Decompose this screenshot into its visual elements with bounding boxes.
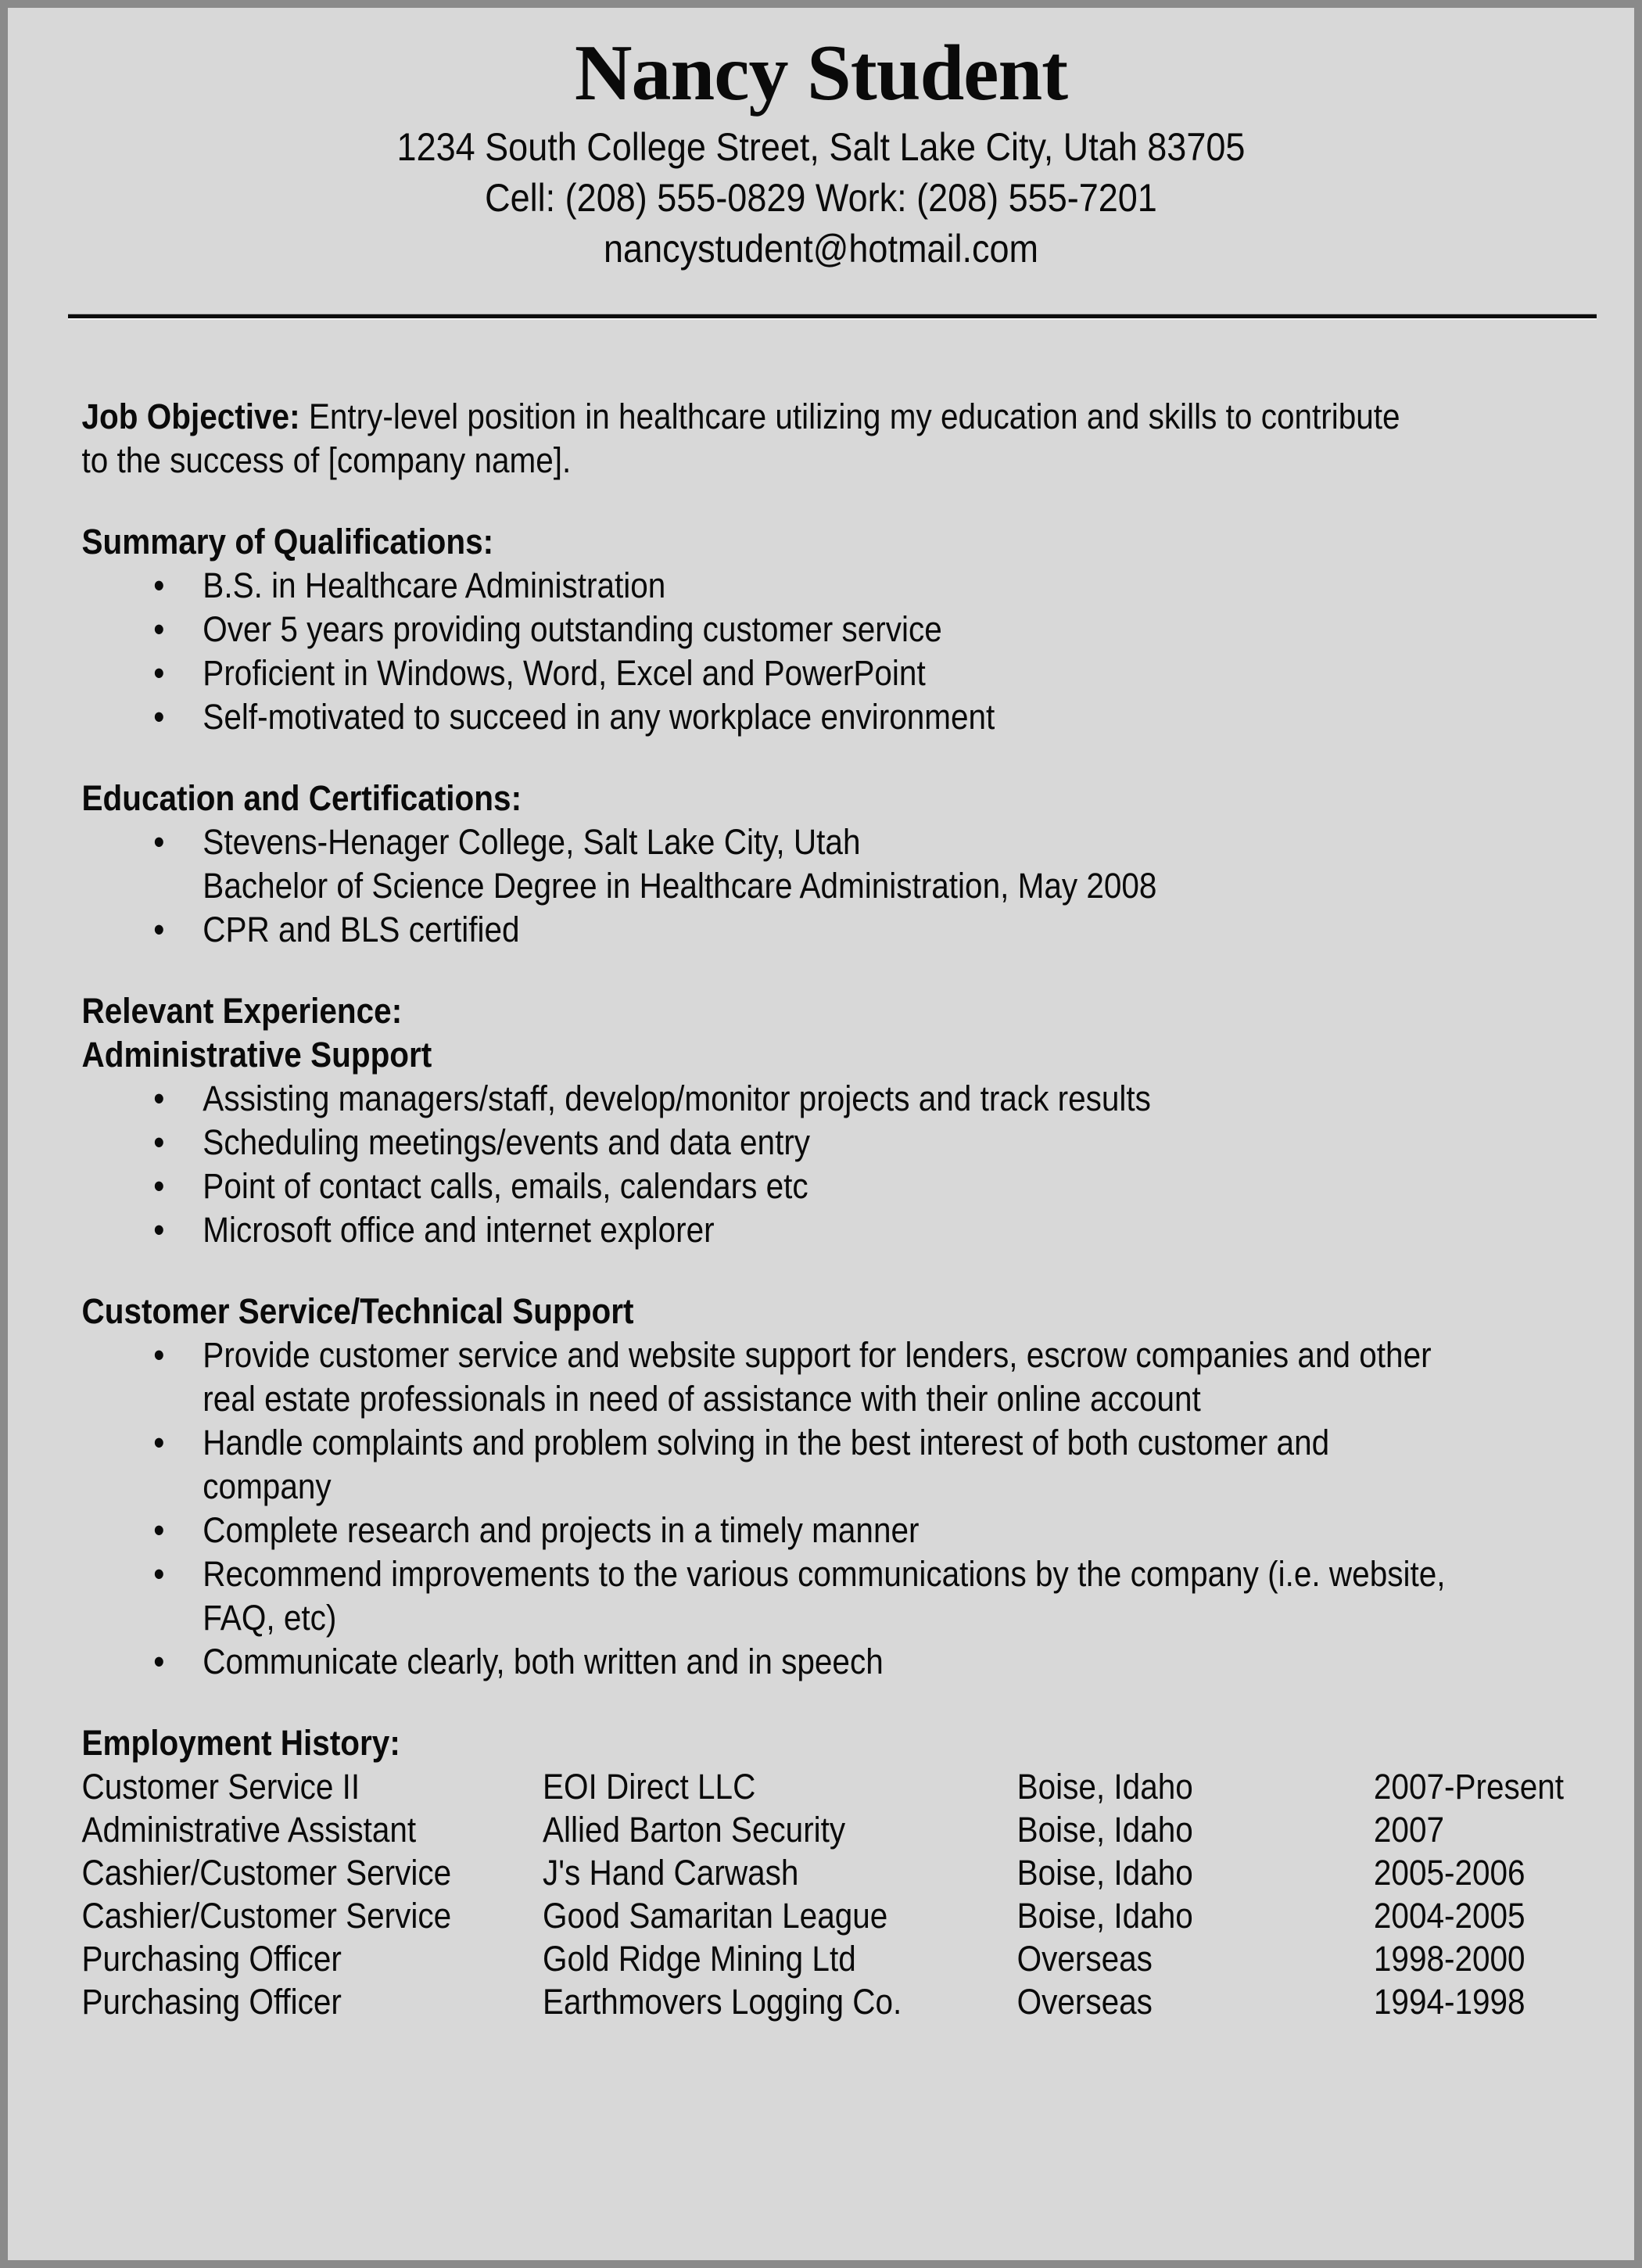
phone-line: Cell: (208) 555-0829 Work: (208) 555-7201: [485, 176, 1157, 220]
bullet-item: [82, 608, 1565, 651]
bullet-line: real estate professionals in need of assistance with their online account: [203, 1379, 1201, 1419]
employment-company: Earthmovers Logging Co.: [543, 1982, 902, 2022]
email-line: nancystudent@hotmail.com: [604, 227, 1038, 271]
employment-company: Gold Ridge Mining Ltd: [543, 1939, 856, 1979]
employment-table: [82, 1765, 1565, 2023]
resume-header: [8, 8, 1634, 275]
summary-list: [82, 564, 1565, 739]
employment-location: Boise, Idaho: [1016, 1896, 1193, 1936]
employment-row: [82, 1851, 1565, 1894]
employment-company: J's Hand Carwash: [543, 1853, 799, 1893]
employment-company: Allied Barton Security: [543, 1810, 846, 1850]
job-objective-label: Job Objective:: [81, 397, 300, 436]
education-list: [82, 820, 1565, 952]
job-objective: [82, 395, 1565, 483]
bullet-line: • Complete research and projects in a timely manner: [203, 1510, 920, 1550]
person-name: Nancy Student: [574, 29, 1068, 117]
employment-row: [82, 1808, 1565, 1851]
bullet-item: [82, 1509, 1565, 1552]
employment-company: Good Samaritan League: [543, 1896, 888, 1936]
bullet-line: Bachelor of Science Degree in Healthcare Administration, May 2008: [203, 866, 1157, 906]
employment-row: [82, 1765, 1565, 1808]
bullet-item: [82, 1333, 1565, 1421]
bullet-item: [82, 1121, 1565, 1165]
bullet-line: • Self-motivated to succeed in any workplace environment: [203, 697, 995, 737]
job-objective-text-line1: Entry-level position in healthcare utilizing my education and skills to contribute: [299, 397, 1400, 436]
bullet-item: [82, 1208, 1565, 1252]
bullet-line: • Provide customer service and website support for lenders, escrow companies and other: [203, 1335, 1432, 1375]
employment-dates: 2007-Present: [1373, 1767, 1565, 1807]
bullet-line: • B.S. in Healthcare Administration: [203, 565, 666, 605]
bullet-item: [82, 1640, 1565, 1684]
employment-dates: 2007: [1373, 1810, 1444, 1850]
bullet-item: [82, 908, 1565, 952]
address-line: 1234 South College Street, Salt Lake City, Utah 83705: [396, 125, 1246, 169]
employment-row: [82, 1980, 1565, 2023]
bullet-line: • Handle complaints and problem solving in the best interest of both customer and: [203, 1423, 1330, 1462]
employment-location: Boise, Idaho: [1016, 1810, 1193, 1850]
bullet-item: [82, 651, 1565, 695]
bullet-item: [82, 1552, 1565, 1640]
section-heading-education: Education and Certifications:: [81, 778, 522, 818]
bullet-item: [82, 1077, 1565, 1121]
bullet-item: [82, 695, 1565, 739]
bullet-line: • CPR and BLS certified: [203, 910, 520, 949]
employment-role: Administrative Assistant: [81, 1810, 417, 1850]
bullet-line: company: [203, 1466, 332, 1506]
employment-company: EOI Direct LLC: [543, 1767, 756, 1807]
section-heading-experience: Relevant Experience:: [81, 991, 403, 1031]
administrative-support-list: [82, 1077, 1565, 1252]
employment-location: Overseas: [1016, 1982, 1153, 2022]
employment-location: Boise, Idaho: [1016, 1767, 1193, 1807]
bullet-line: • Communicate clearly, both written and in speech: [203, 1642, 884, 1681]
bullet-line: • Stevens-Henager College, Salt Lake City, Utah: [203, 822, 861, 862]
bullet-line: • Over 5 years providing outstanding customer service: [203, 609, 942, 649]
bullet-line: • Microsoft office and internet explorer: [203, 1210, 715, 1250]
bullet-line: • Scheduling meetings/events and data entry: [203, 1122, 811, 1162]
employment-location: Overseas: [1016, 1939, 1153, 1979]
customer-service-list: [82, 1333, 1565, 1684]
section-heading-employment: Employment History:: [81, 1723, 400, 1763]
employment-dates: 1994-1998: [1373, 1982, 1525, 2022]
bullet-item: [82, 1421, 1565, 1509]
employment-role: Purchasing Officer: [81, 1982, 342, 2022]
employment-role: Customer Service II: [81, 1767, 360, 1807]
bullet-line: FAQ, etc): [203, 1598, 337, 1638]
bullet-item: [82, 820, 1565, 908]
employment-role: Purchasing Officer: [81, 1939, 342, 1979]
experience-group-title-customer-service: Customer Service/Technical Support: [81, 1291, 634, 1331]
bullet-line: • Proficient in Windows, Word, Excel and PowerPoint: [203, 653, 926, 693]
experience-group-title-administrative: Administrative Support: [81, 1035, 432, 1075]
bullet-item: [82, 1165, 1565, 1208]
bullet-line: • Point of contact calls, emails, calendars etc: [203, 1166, 808, 1206]
resume-body: [8, 318, 1634, 2023]
section-heading-summary: Summary of Qualifications:: [81, 522, 494, 562]
employment-dates: 1998-2000: [1373, 1939, 1525, 1979]
employment-role: Cashier/Customer Service: [81, 1896, 452, 1936]
bullet-item: [82, 564, 1565, 608]
employment-role: Cashier/Customer Service: [81, 1853, 452, 1893]
employment-row: [82, 1937, 1565, 1980]
employment-location: Boise, Idaho: [1016, 1853, 1193, 1893]
employment-dates: 2004-2005: [1373, 1896, 1525, 1936]
bullet-line: • Recommend improvements to the various communications by the company (i.e. website,: [203, 1554, 1446, 1594]
contact-block: [8, 122, 1634, 275]
bullet-line: • Assisting managers/staff, develop/monitor projects and track results: [203, 1078, 1151, 1118]
job-objective-text-line2: to the success of [company name].: [81, 440, 572, 480]
employment-dates: 2005-2006: [1373, 1853, 1525, 1893]
employment-row: [82, 1894, 1565, 1937]
